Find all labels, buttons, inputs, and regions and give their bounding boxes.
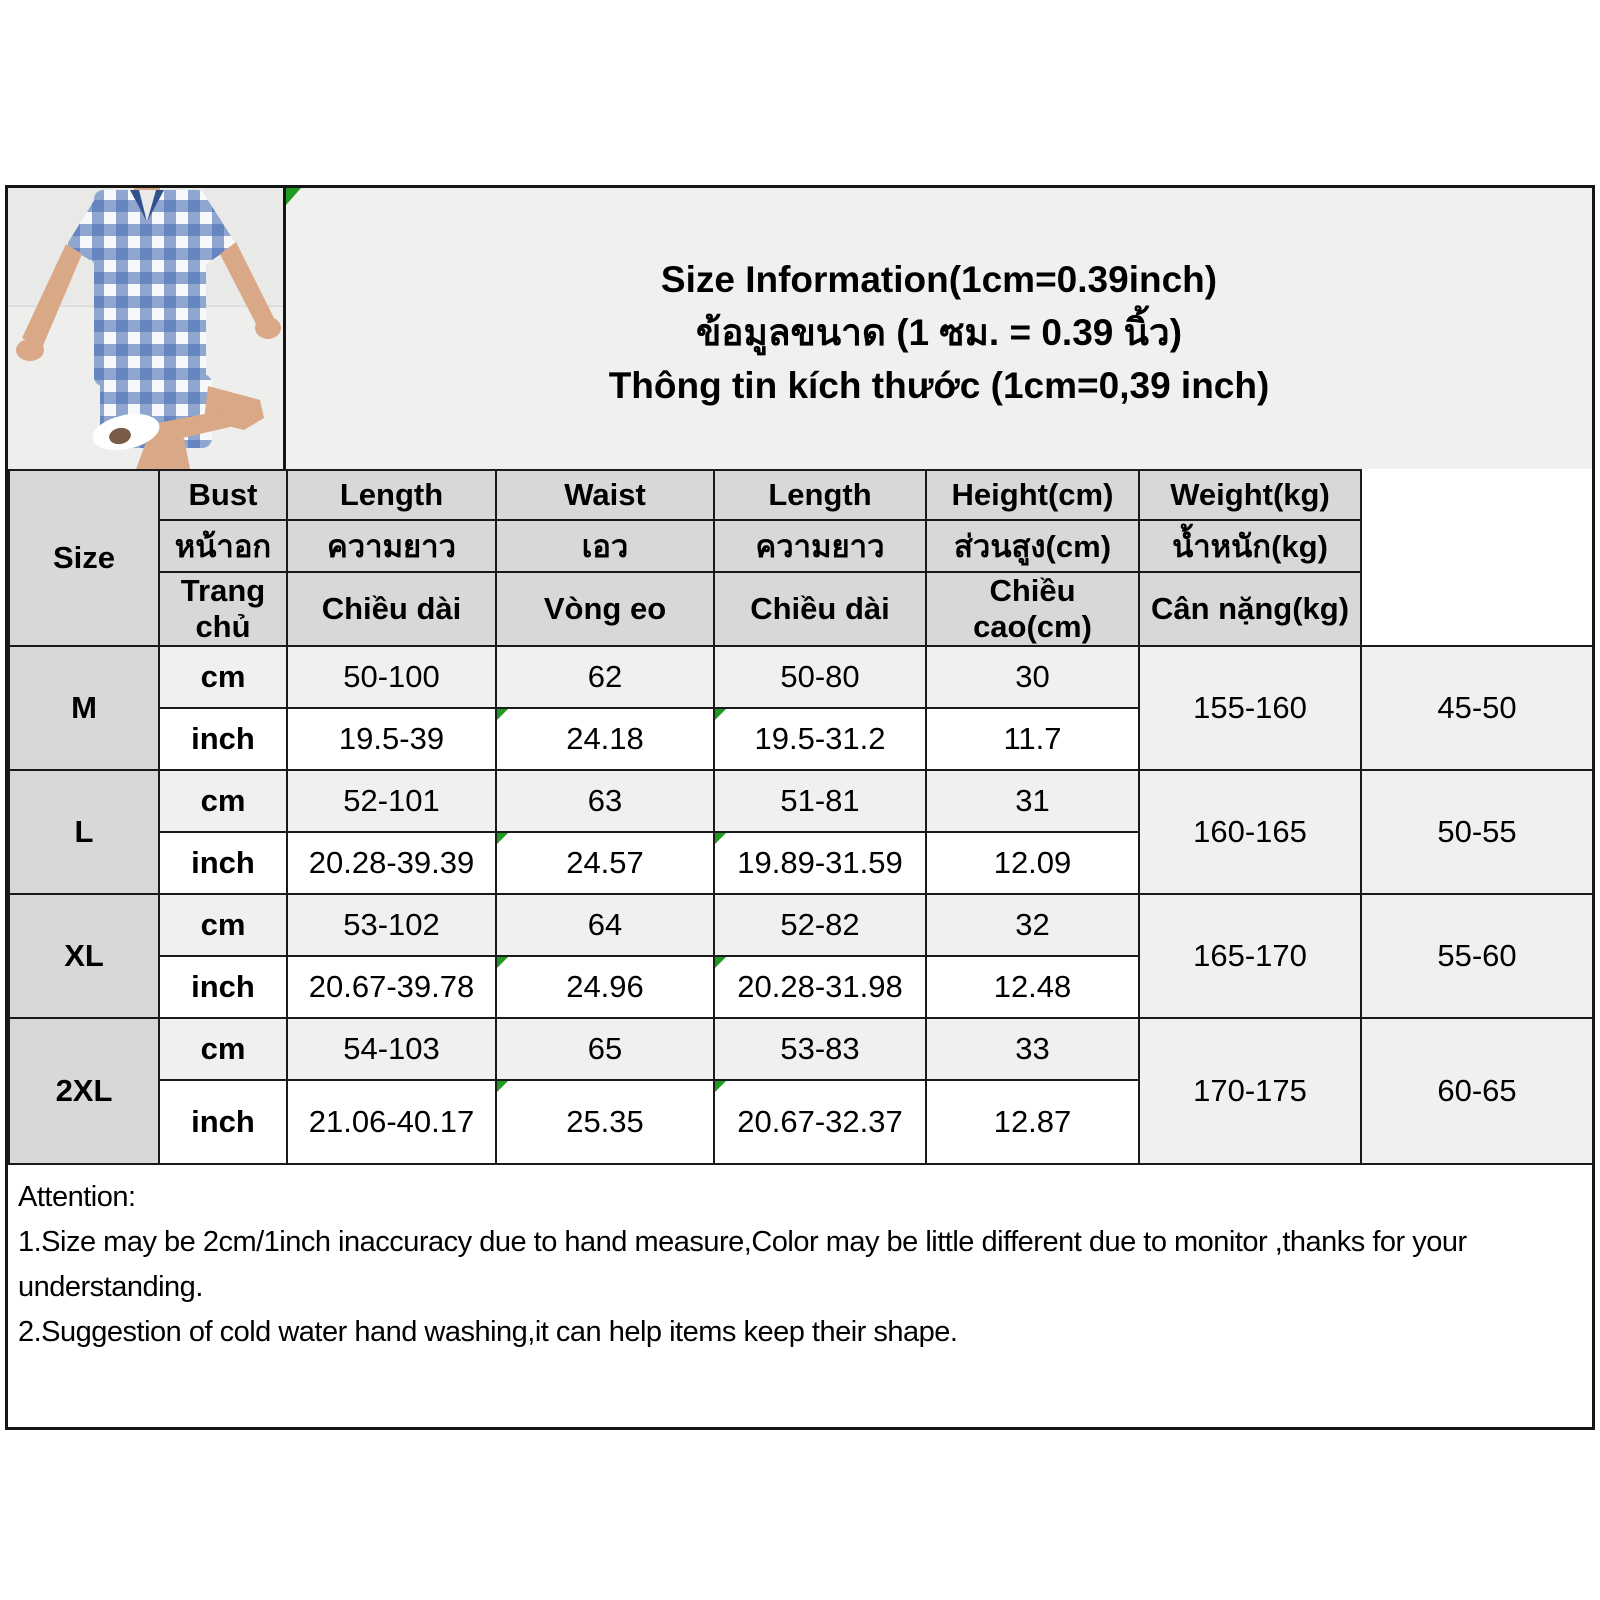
attention-note-1: 1.Size may be 2cm/1inch inaccuracy due to hand measure,Color may be little different due to monitor ,thanks for your understanding. xyxy=(18,1226,1467,1303)
cell-xl-bust-inch: 20.67-39.78 xyxy=(287,956,496,1018)
size-corner-cell: Size xyxy=(9,470,159,646)
cell-l-length-cm: 63 xyxy=(496,770,714,832)
cell-value: 20.28-31.98 xyxy=(737,969,903,1004)
attention-notes xyxy=(8,1165,1592,1427)
cell-2xl-bust-inch: 21.06-40.17 xyxy=(287,1080,496,1164)
cell-m-bust-cm: 50-100 xyxy=(287,646,496,708)
cell-xl-weight: 55-60 xyxy=(1361,894,1593,1018)
header-waist-th: เอว xyxy=(496,520,714,572)
cell-l-length2-inch: 12.09 xyxy=(926,832,1139,894)
header-length2-vi: Chiều dài xyxy=(714,572,926,646)
cell-l-waist-inch xyxy=(714,832,926,894)
cell-value: 20.67-32.37 xyxy=(737,1104,903,1139)
cell-value: 19.89-31.59 xyxy=(737,845,903,880)
header-row-th xyxy=(9,520,1593,572)
unit-cm: cm xyxy=(159,646,287,708)
excel-flag-icon xyxy=(286,188,301,205)
header-length2-en: Length xyxy=(714,470,926,520)
cell-xl-length2-cm: 32 xyxy=(926,894,1139,956)
title-block xyxy=(286,188,1592,469)
header-length2-th: ความยาว xyxy=(714,520,926,572)
header-waist-en: Waist xyxy=(496,470,714,520)
header-bust-th: หน้าอก xyxy=(159,520,287,572)
cell-xl-length-inch xyxy=(496,956,714,1018)
excel-flag-icon xyxy=(715,833,726,844)
cell-xl-waist-cm: 52-82 xyxy=(714,894,926,956)
cell-m-length-inch xyxy=(496,708,714,770)
cell-value: 24.18 xyxy=(566,721,644,756)
cell-l-length-inch xyxy=(496,832,714,894)
unit-inch: inch xyxy=(159,1080,287,1164)
cell-xl-height: 165-170 xyxy=(1139,894,1361,1018)
excel-flag-icon xyxy=(715,957,726,968)
unit-cm: cm xyxy=(159,1018,287,1080)
header-bust-en: Bust xyxy=(159,470,287,520)
unit-cm: cm xyxy=(159,770,287,832)
excel-flag-icon xyxy=(497,957,508,968)
excel-flag-icon xyxy=(715,1081,726,1092)
excel-flag-icon xyxy=(497,709,508,720)
title-english: Size Information(1cm=0.39inch) xyxy=(660,259,1218,300)
unit-inch: inch xyxy=(159,832,287,894)
header-weight-th: น้ำหนัก(kg) xyxy=(1139,520,1361,572)
title-thai: ข้อมูลขนาด (1 ซม. = 0.39 นิ้ว) xyxy=(695,312,1183,353)
cell-xl-length2-inch: 12.48 xyxy=(926,956,1139,1018)
header-length-vi: Chiều dài xyxy=(287,572,496,646)
cell-l-length2-cm: 31 xyxy=(926,770,1139,832)
cell-m-waist-cm: 50-80 xyxy=(714,646,926,708)
cell-l-bust-cm: 52-101 xyxy=(287,770,496,832)
cell-xl-bust-cm: 53-102 xyxy=(287,894,496,956)
cell-l-bust-inch: 20.28-39.39 xyxy=(287,832,496,894)
top-band xyxy=(8,188,1592,469)
size-chart-sheet xyxy=(5,185,1595,1430)
header-bust-vi: Trang chủ xyxy=(159,572,287,646)
excel-flag-icon xyxy=(497,833,508,844)
cell-2xl-height: 170-175 xyxy=(1139,1018,1361,1164)
cell-m-height: 155-160 xyxy=(1139,646,1361,770)
row-l-cm xyxy=(9,770,1593,832)
unit-inch: inch xyxy=(159,956,287,1018)
cell-2xl-length2-cm: 33 xyxy=(926,1018,1139,1080)
size-label-m: M xyxy=(9,646,159,770)
cell-m-length2-cm: 30 xyxy=(926,646,1139,708)
header-weight-vi: Cân nặng(kg) xyxy=(1139,572,1361,646)
size-label-xl: XL xyxy=(9,894,159,1018)
header-height-th: ส่วนสูง(cm) xyxy=(926,520,1139,572)
row-m-cm xyxy=(9,646,1593,708)
header-row-vi xyxy=(9,572,1593,646)
header-height-vi: Chiều cao(cm) xyxy=(926,572,1139,646)
cell-2xl-bust-cm: 54-103 xyxy=(287,1018,496,1080)
title-vietnamese: Thông tin kích thước (1cm=0,39 inch) xyxy=(608,365,1270,406)
excel-flag-icon xyxy=(497,1081,508,1092)
excel-flag-icon xyxy=(715,709,726,720)
header-weight-en: Weight(kg) xyxy=(1139,470,1361,520)
cell-m-bust-inch: 19.5-39 xyxy=(287,708,496,770)
header-length-th: ความยาว xyxy=(287,520,496,572)
cell-m-length-cm: 62 xyxy=(496,646,714,708)
attention-heading: Attention: xyxy=(18,1181,136,1213)
cell-m-waist-inch xyxy=(714,708,926,770)
header-waist-vi: Vòng eo xyxy=(496,572,714,646)
pajama-model-illustration xyxy=(8,188,283,469)
header-length-en: Length xyxy=(287,470,496,520)
unit-cm: cm xyxy=(159,894,287,956)
cell-m-weight: 45-50 xyxy=(1361,646,1593,770)
size-label-l: L xyxy=(9,770,159,894)
attention-note-2: 2.Suggestion of cold water hand washing,it can help items keep their shape. xyxy=(18,1316,958,1348)
cell-xl-waist-inch xyxy=(714,956,926,1018)
cell-2xl-length2-inch: 12.87 xyxy=(926,1080,1139,1164)
size-label-2xl: 2XL xyxy=(9,1018,159,1164)
cell-value: 24.96 xyxy=(566,969,644,1004)
row-xl-cm xyxy=(9,894,1593,956)
header-row-en xyxy=(9,470,1593,520)
row-2xl-cm xyxy=(9,1018,1593,1080)
cell-l-height: 160-165 xyxy=(1139,770,1361,894)
size-table xyxy=(8,469,1594,1165)
cell-2xl-waist-inch xyxy=(714,1080,926,1164)
cell-2xl-weight: 60-65 xyxy=(1361,1018,1593,1164)
cell-2xl-waist-cm: 53-83 xyxy=(714,1018,926,1080)
cell-2xl-length-inch xyxy=(496,1080,714,1164)
cell-value: 25.35 xyxy=(566,1104,644,1139)
cell-l-waist-cm: 51-81 xyxy=(714,770,926,832)
unit-inch: inch xyxy=(159,708,287,770)
cell-m-length2-inch: 11.7 xyxy=(926,708,1139,770)
cell-2xl-length-cm: 65 xyxy=(496,1018,714,1080)
cell-xl-length-cm: 64 xyxy=(496,894,714,956)
cell-value: 19.5-31.2 xyxy=(754,721,886,756)
header-height-en: Height(cm) xyxy=(926,470,1139,520)
product-photo xyxy=(8,188,286,469)
cell-value: 24.57 xyxy=(566,845,644,880)
cell-l-weight: 50-55 xyxy=(1361,770,1593,894)
